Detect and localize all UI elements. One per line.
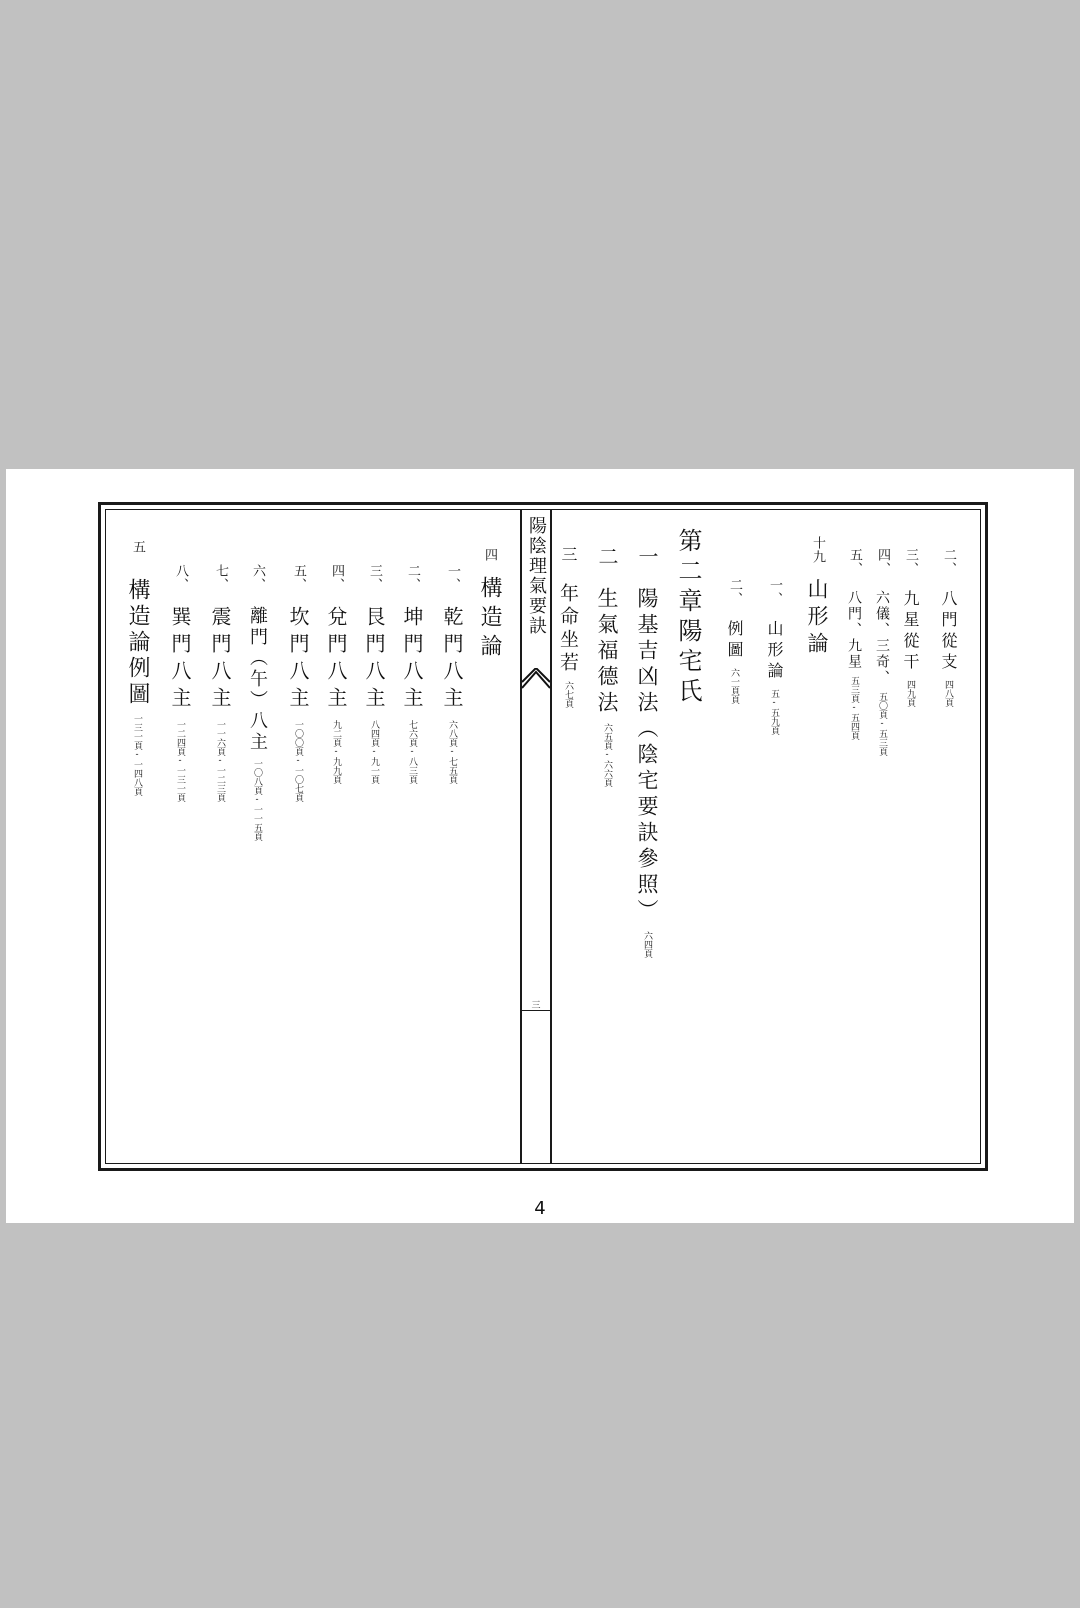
entry-number: 十九	[810, 536, 825, 564]
entry-number: 二、	[727, 578, 742, 606]
entry-number: 三、	[367, 564, 382, 592]
entry-label: 八門、九星	[846, 590, 862, 670]
entry-page: 一三一頁-一四八頁	[132, 714, 142, 796]
entry-label: 八門從支	[939, 590, 958, 674]
toc-entry	[940, 548, 956, 707]
entry-number: 一、	[767, 578, 782, 606]
toc-entry	[874, 548, 890, 756]
toc-section	[596, 546, 617, 787]
entry-label: 山形論	[765, 620, 784, 683]
spine-page-number: 三	[531, 1001, 541, 1011]
toc-entry	[364, 564, 384, 784]
toc-entry	[902, 548, 918, 707]
toc-section	[636, 546, 657, 958]
toc-entry	[442, 564, 462, 784]
page-border	[98, 502, 988, 1171]
entry-label: 生氣福德法	[595, 587, 619, 717]
entry-label: 乾門八主	[440, 606, 464, 714]
entry-page: 四八頁	[943, 680, 953, 707]
entry-label: 年命坐若	[557, 583, 579, 675]
entry-number: 二、	[941, 548, 956, 576]
toc-entry	[726, 578, 742, 704]
entry-label: 艮門八主	[362, 606, 386, 714]
entry-number: 四、	[875, 548, 890, 576]
toc-entry	[170, 564, 190, 802]
entry-label: 構造論	[477, 576, 502, 663]
entry-label: 九星從干	[901, 590, 920, 674]
entry-page: 六七頁	[563, 681, 573, 708]
entry-label: 例圖	[725, 620, 744, 662]
toc-section	[126, 540, 148, 796]
entry-label: 震門八主	[208, 606, 232, 714]
entry-page: 一〇八頁-一一五頁	[252, 759, 262, 841]
entry-number: 八、	[173, 564, 188, 592]
entry-label: 六儀、三奇、	[874, 590, 890, 686]
entry-page: 一一六頁-一二三頁	[215, 720, 225, 802]
entry-number: 三、	[903, 548, 918, 576]
toc-entry	[766, 578, 782, 735]
toc-entry	[402, 564, 422, 784]
entry-label: 巽門八主	[168, 606, 192, 714]
entry-page: 五三頁-五四頁	[849, 676, 859, 740]
entry-number: 五	[130, 540, 145, 554]
entry-number: 二、	[405, 564, 420, 592]
entry-page: 五-五九頁	[769, 689, 779, 735]
entry-page: 六五頁-六六頁	[602, 723, 612, 787]
book-title: 陽陰理氣要訣	[526, 516, 547, 636]
entry-label: 坎門八主	[286, 606, 310, 714]
entry-label: 離門（午）八主	[247, 606, 268, 753]
entry-number: 一	[635, 546, 659, 567]
toc-section	[806, 536, 827, 659]
spine-divider	[522, 1010, 550, 1011]
toc-entry	[210, 564, 230, 802]
entry-label: 兌門八主	[324, 606, 348, 714]
entry-page: 六八頁-七五頁	[447, 720, 457, 784]
entry-number: 二	[595, 546, 619, 567]
entry-label: 陽基吉凶法（陰宅要訣參照）	[635, 587, 659, 925]
entry-page: 一〇〇頁-一〇七頁	[293, 720, 303, 802]
chapter-heading	[676, 528, 700, 708]
entry-label: 山形論	[805, 578, 829, 659]
entry-page: 六一頁頁	[729, 668, 739, 704]
page-inner-border	[105, 509, 981, 1164]
entry-page: 一二四頁-一三一頁	[175, 720, 185, 802]
entry-page: 九二頁-九九頁	[331, 720, 341, 784]
entry-number: 六、	[250, 564, 265, 592]
entry-page: 四九頁	[905, 680, 915, 707]
toc-entry	[326, 564, 346, 784]
chapter-title: 第二章陽宅氏	[674, 528, 702, 708]
toc-section	[558, 546, 577, 708]
entry-number: 七、	[213, 564, 228, 592]
entry-page: 七六頁-八三頁	[407, 720, 417, 784]
spine-column	[520, 510, 552, 1163]
toc-entry	[288, 564, 308, 802]
toc-section	[478, 548, 500, 663]
entry-page: 八四頁-九一頁	[369, 720, 379, 784]
scanned-page	[6, 469, 1074, 1223]
entry-label: 構造論例圖	[125, 578, 150, 708]
entry-number: 五、	[847, 548, 862, 576]
toc-entry	[248, 564, 266, 841]
fishtail-ornament-icon	[522, 668, 550, 692]
entry-number: 四	[482, 548, 497, 562]
entry-number: 四、	[329, 564, 344, 592]
entry-number: 三	[559, 546, 578, 563]
entry-page: 五〇頁-五三頁	[877, 692, 887, 756]
page-number: 4	[534, 1198, 546, 1219]
entry-number: 一、	[445, 564, 460, 592]
toc-entry	[846, 548, 862, 740]
entry-number: 五、	[291, 564, 306, 592]
entry-label: 坤門八主	[400, 606, 424, 714]
entry-page: 六四頁	[642, 931, 652, 958]
